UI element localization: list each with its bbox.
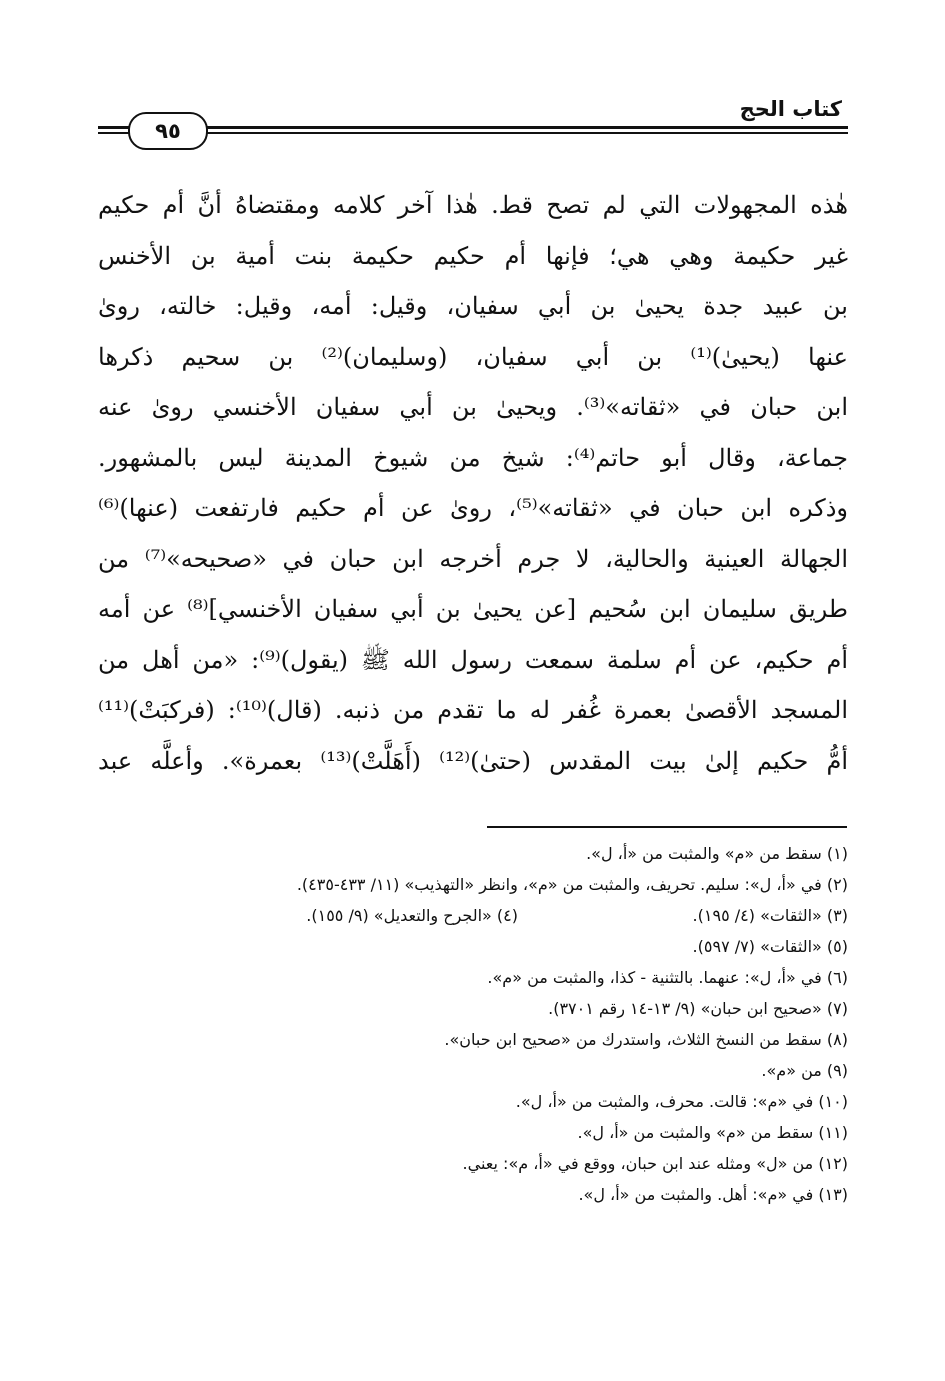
footnote-2: (٢) في «أ، ل»: سليم. تحريف، والمثبت من «م»، وانظر «التهذيب» (١١/ ٤٣٣-٤٣٥). bbox=[296, 875, 848, 894]
text-line: عنها (يحيىٰ)⁽¹⁾ بن أبي سفيان، (وسليمان)⁽²⁾ بن سحيم ذكرها bbox=[98, 342, 848, 371]
text-line: وذكره ابن حبان في «ثقاته»⁽⁵⁾، روىٰ عن أم حكيم فارتفعت (عنها)⁽⁶⁾ bbox=[98, 494, 848, 522]
footnote-3: (٣) «الثقات» (٤/ ١٩٥). bbox=[692, 906, 848, 925]
footnote-13: (١٣) في «م»: أهل. والمثبت من «أ، ل». bbox=[578, 1185, 848, 1204]
header-rule-thick bbox=[98, 126, 848, 129]
page-header bbox=[98, 92, 848, 152]
text-line: بن عبيد جدة يحيىٰ بن أبي سفيان، وقيل: أمه، وقيل: خالته، روىٰ bbox=[98, 292, 848, 320]
book-title: كتاب الحج bbox=[739, 97, 842, 121]
text-line: هٰذه المجهولات التي لم تصح قط. هٰذا آخر كلامه ومقتضاهُ أنَّ أم حكيم bbox=[98, 191, 848, 219]
footnote-4: (٤) «الجرح والتعديل» (٩/ ١٥٥). bbox=[306, 906, 518, 925]
text-line: ابن حبان في «ثقاته»⁽³⁾. ويحيىٰ بن أبي سفيان الأخنسي روىٰ عنه bbox=[98, 393, 848, 421]
text-line: أم حكيم، عن أم سلمة سمعت رسول الله ﷺ (يقول)⁽⁹⁾: «من أهل من bbox=[98, 645, 848, 674]
page-number: ٩٥ bbox=[128, 112, 208, 150]
footnote-9: (٩) من «م». bbox=[761, 1061, 848, 1080]
footnote-row-3-4 bbox=[98, 900, 848, 931]
text-line: أمُّ حكيم إلىٰ بيت المقدس (حتىٰ)⁽¹²⁾ (أَهَلَّتْ)⁽¹³⁾ بعمرة». وأعلَّه عبد bbox=[98, 746, 848, 775]
footnote-12: (١٢) من «ل» ومثله عند ابن حبان، ووقع في «أ، م»: يعني. bbox=[462, 1154, 848, 1173]
footnote-8: (٨) سقط من النسخ الثلاث، واستدرك من «صحيح ابن حبان». bbox=[444, 1030, 848, 1049]
footnote-1: (١) سقط من «م» والمثبت من «أ، ل». bbox=[586, 844, 848, 863]
footnote-5: (٥) «الثقات» (٧/ ٥٩٧). bbox=[692, 937, 848, 956]
text-line: طريق سليمان ابن سُحيم [عن يحيىٰ بن أبي سفيان الأخنسي]⁽⁸⁾ عن أمه bbox=[98, 595, 848, 623]
footnote-6: (٦) في «أ، ل»: عنهما. بالتثنية - كذا، والمثبت من «م». bbox=[487, 968, 848, 987]
text-line: المسجد الأقصىٰ بعمرة غُفر له ما تقدم من ذنبه. (قال)⁽¹⁰⁾: (فركبَتْ)⁽¹¹⁾ bbox=[98, 696, 848, 724]
footnote-10: (١٠) في «م»: قالت. محرف، والمثبت من «أ، ل». bbox=[515, 1092, 848, 1111]
header-rule-thin bbox=[98, 132, 848, 134]
text-line: جماعة، وقال أبو حاتم⁽⁴⁾: شيخ من شيوخ المدينة ليس بالمشهور. bbox=[98, 443, 848, 472]
footnote-11: (١١) سقط من «م» والمثبت من «أ، ل». bbox=[577, 1123, 848, 1142]
footnote-separator bbox=[487, 826, 847, 828]
footnotes bbox=[98, 838, 848, 1210]
main-text bbox=[98, 180, 848, 786]
text-line: الجهالة العينية والحالية، لا جرم أخرجه ابن حبان في «صحيحه»⁽⁷⁾ من bbox=[98, 544, 848, 573]
footnote-7: (٧) «صحيح ابن حبان» (٩/ ١٣-١٤ رقم ٣٧٠١). bbox=[548, 999, 848, 1018]
text-line: غير حكيمة وهي هي؛ فإنها أم حكيم حكيمة بنت أمية بن الأخنس bbox=[98, 241, 848, 270]
